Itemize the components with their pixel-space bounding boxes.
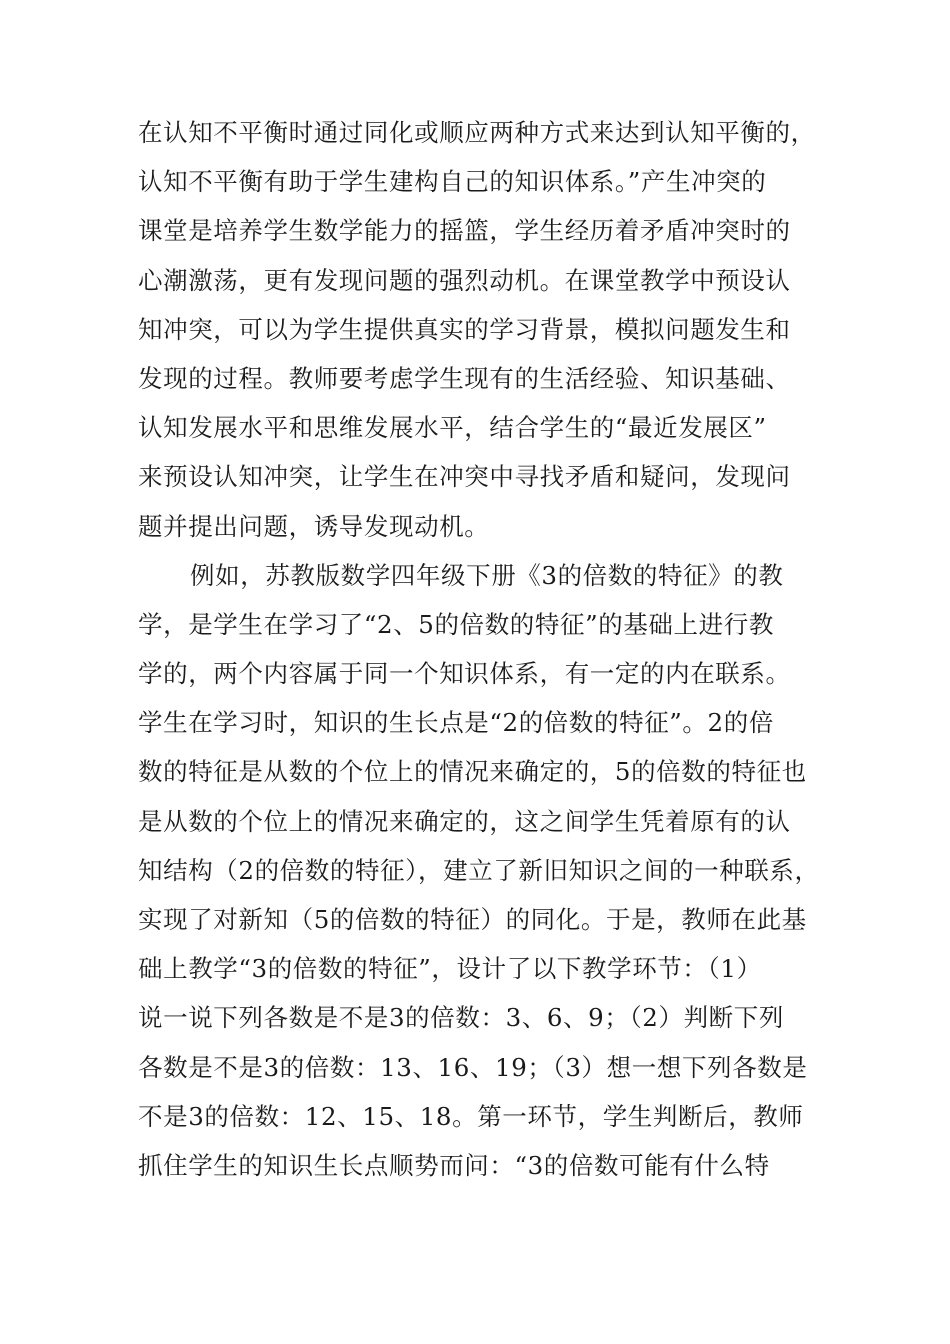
text-line: 础上教学“3的倍数的特征”，设计了以下教学环节：（1） <box>138 954 762 984</box>
text-line: 学生在学习时，知识的生长点是“2的倍数的特征”。2的倍 <box>138 708 774 738</box>
text-line: 在认知不平衡时通过同化或顺应两种方式来达到认知平衡的， <box>138 118 816 147</box>
text-line: 知结构（2的倍数的特征），建立了新旧知识之间的一种联系， <box>138 855 820 885</box>
text-line: 不是3的倍数：12、15、18。第一环节，学生判断后，教师 <box>138 1101 804 1131</box>
text-line: 认知发展水平和思维发展水平，结合学生的“最近发展区” <box>138 413 767 443</box>
text-line: 题并提出问题，诱导发现动机。 <box>138 511 490 541</box>
text-line: 实现了对新知（5的倍数的特征）的同化。于是，教师在此基 <box>138 905 807 934</box>
body-text <box>138 108 838 1190</box>
text-line: 学，是学生在学习了“2、5的倍数的特征”的基础上进行教 <box>138 609 774 639</box>
text-line: 学的，两个内容属于同一个知识体系，有一定的内在联系。 <box>138 659 791 689</box>
text-line: 课堂是培养学生数学能力的摇篮，学生经历着矛盾冲突时的 <box>138 216 791 246</box>
text-line: 来预设认知冲突，让学生在冲突中寻找矛盾和疑问，发现问 <box>138 462 791 492</box>
text-line: 例如，苏教版数学四年级下册《3的倍数的特征》的教 <box>190 560 784 590</box>
text-line: 抓住学生的知识生长点顺势而问：“3的倍数可能有什么特 <box>138 1150 770 1180</box>
text-line: 发现的过程。教师要考虑学生现有的生活经验、知识基础、 <box>138 363 791 393</box>
text-line: 说一说下列各数是不是3的倍数：3、6、9；（2）判断下列 <box>138 1003 784 1033</box>
text-line: 是从数的个位上的情况来确定的，这之间学生凭着原有的认 <box>138 806 791 836</box>
text-line: 数的特征是从数的个位上的情况来确定的，5的倍数的特征也 <box>138 757 807 787</box>
text-line: 认知不平衡有助于学生建构自己的知识体系。”产生冲突的 <box>138 167 767 197</box>
text-line: 心潮激荡，更有发现问题的强烈动机。在课堂教学中预设认 <box>138 265 791 295</box>
text-line: 知冲突，可以为学生提供真实的学习背景，模拟问题发生和 <box>138 314 791 344</box>
text-line: 各数是不是3的倍数：13、16、19；（3）想一想下列各数是 <box>138 1052 808 1082</box>
